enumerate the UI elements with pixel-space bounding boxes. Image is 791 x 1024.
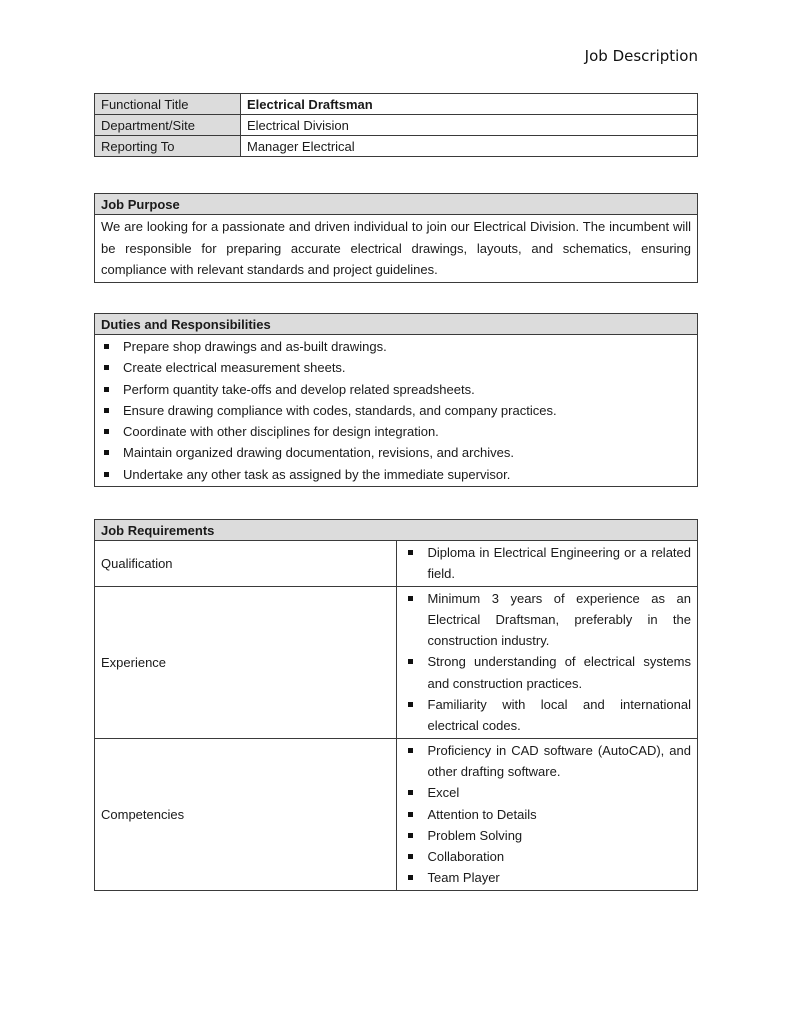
table-row (95, 586, 698, 738)
duties-list-cell (95, 335, 698, 487)
list-item: Coordinate with other disciplines for design integration. (101, 421, 691, 442)
list-item: Create electrical measurement sheets. (101, 357, 691, 378)
reporting-to-label: Reporting To (95, 136, 241, 157)
experience-label: Experience (95, 586, 397, 738)
experience-cell (396, 586, 698, 738)
list-item: Team Player (406, 867, 692, 888)
list-item: Maintain organized drawing documentation, revisions, and archives. (101, 442, 691, 463)
list-item: Prepare shop drawings and as-built drawings. (101, 336, 691, 357)
department-value: Electrical Division (241, 115, 698, 136)
reporting-to-value: Manager Electrical (241, 136, 698, 157)
job-purpose-heading: Job Purpose (95, 194, 698, 215)
duties-heading: Duties and Responsibilities (95, 314, 698, 335)
job-requirements-table (94, 519, 698, 891)
functional-title-value: Electrical Draftsman (241, 94, 698, 115)
list-item: Proficiency in CAD software (AutoCAD), and other drafting software. (406, 740, 692, 783)
competencies-label: Competencies (95, 738, 397, 890)
qualification-list (406, 542, 692, 585)
list-item: Minimum 3 years of experience as an Electrical Draftsman, preferably in the construction industry. (406, 588, 692, 652)
list-item: Problem Solving (406, 825, 692, 846)
qualification-label: Qualification (95, 541, 397, 587)
list-item: Strong understanding of electrical systems and construction practices. (406, 651, 692, 694)
list-item: Ensure drawing compliance with codes, standards, and company practices. (101, 400, 691, 421)
list-item: Undertake any other task as assigned by the immediate supervisor. (101, 464, 691, 485)
table-row (95, 136, 698, 157)
list-item: Familiarity with local and international electrical codes. (406, 694, 692, 737)
list-item: Attention to Details (406, 804, 692, 825)
table-row (95, 115, 698, 136)
duties-list (101, 336, 691, 485)
duties-table (94, 313, 698, 487)
job-purpose-table (94, 193, 698, 283)
list-item: Excel (406, 782, 692, 803)
list-item: Collaboration (406, 846, 692, 867)
experience-list (406, 588, 692, 737)
competencies-cell (396, 738, 698, 890)
table-row (95, 541, 698, 587)
competencies-list (406, 740, 692, 889)
document-title: Job Description (584, 47, 698, 65)
table-row (95, 738, 698, 890)
list-item: Diploma in Electrical Engineering or a related field. (406, 542, 692, 585)
functional-title-label: Functional Title (95, 94, 241, 115)
list-item: Perform quantity take-offs and develop related spreadsheets. (101, 379, 691, 400)
table-row (95, 94, 698, 115)
department-label: Department/Site (95, 115, 241, 136)
job-purpose-text: We are looking for a passionate and driven individual to join our Electrical Division. The incumbent will be responsible for preparing accurate electrical drawings, layouts, and schematics, ensuring compliance with relevant standards and project guidelines. (95, 215, 698, 283)
job-requirements-heading: Job Requirements (95, 520, 698, 541)
summary-table (94, 93, 698, 157)
qualification-cell (396, 541, 698, 587)
